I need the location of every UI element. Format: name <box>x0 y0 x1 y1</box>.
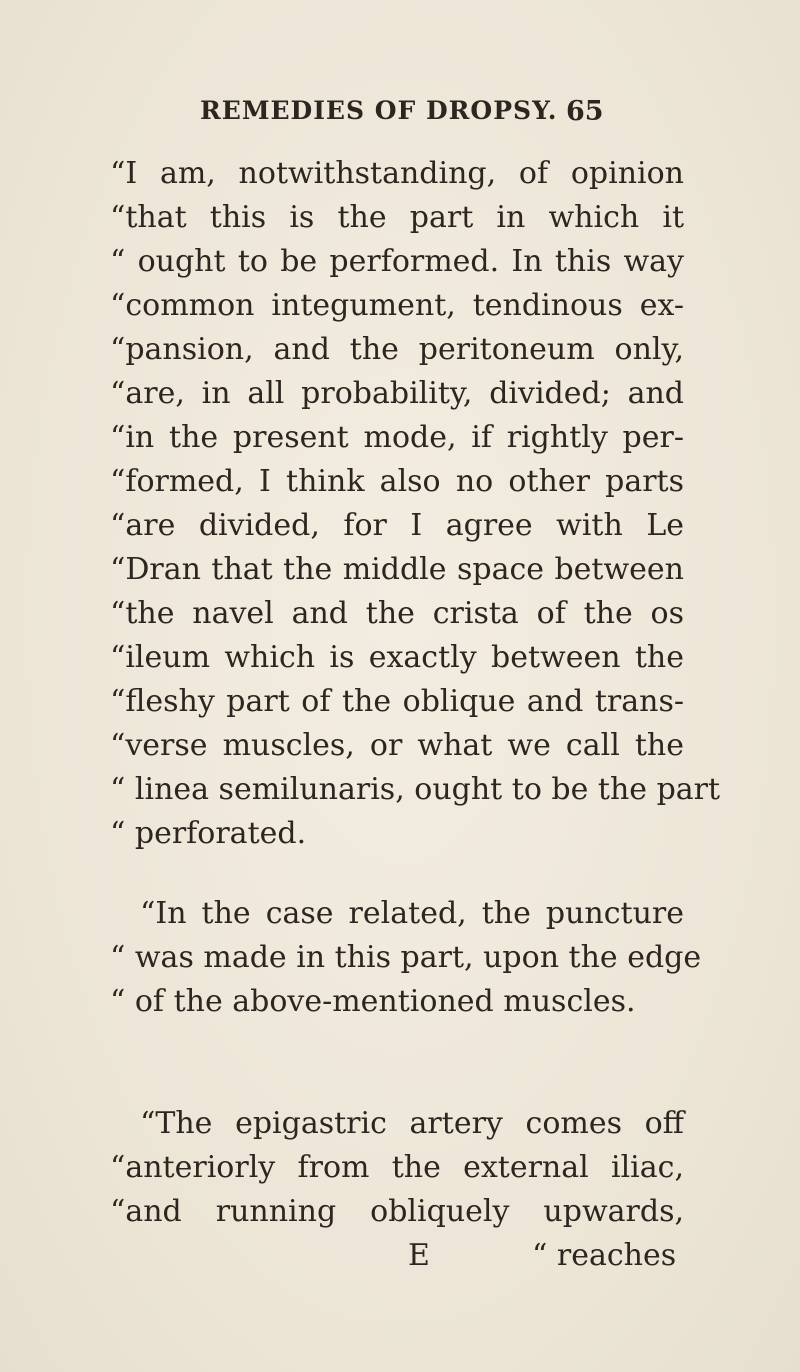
text-line: “are divided, for I agree with Le <box>110 508 684 543</box>
text-line: “ was made in this part, upon the edge <box>110 940 702 975</box>
text-line: “are, in all probability, divided; and <box>110 376 684 411</box>
text-line: “I am, notwithstanding, of opinion <box>110 156 684 191</box>
text-line: “ileum which is exactly between the <box>110 640 684 675</box>
running-head <box>0 96 800 136</box>
text-line: “ linea semilunaris, ought to be the part <box>110 772 721 807</box>
text-line: “ ought to be performed. In this way <box>110 244 684 279</box>
text-line: “in the present mode, if rightly per- <box>110 420 684 455</box>
running-title: REMEDIES OF DROPSY. <box>200 96 558 125</box>
text-line: “ of the above-mentioned muscles. <box>110 984 636 1019</box>
text-line: “The epigastric artery comes off <box>140 1106 684 1141</box>
text-line: “verse muscles, or what we call the <box>110 728 684 763</box>
text-line: “formed, I think also no other parts <box>110 464 684 499</box>
text-line: “fleshy part of the oblique and trans- <box>110 684 684 719</box>
text-line: “common integument, tendinous ex- <box>110 288 684 323</box>
page-number: 65 <box>566 96 604 127</box>
text-line: “pansion, and the peritoneum only, <box>110 332 684 367</box>
text-line: “ perforated. <box>110 816 307 851</box>
catchword: “ reaches <box>532 1238 677 1273</box>
text-line: “the navel and the crista of the os <box>110 596 684 631</box>
text-line: “anteriorly from the external iliac, <box>110 1150 684 1185</box>
text-line: “that this is the part in which it <box>110 200 684 235</box>
text-line: “and running obliquely upwards, <box>110 1194 684 1229</box>
text-line: “Dran that the middle space between <box>110 552 684 587</box>
text-line: “In the case related, the puncture <box>140 896 684 931</box>
signature-mark: E <box>408 1238 430 1273</box>
